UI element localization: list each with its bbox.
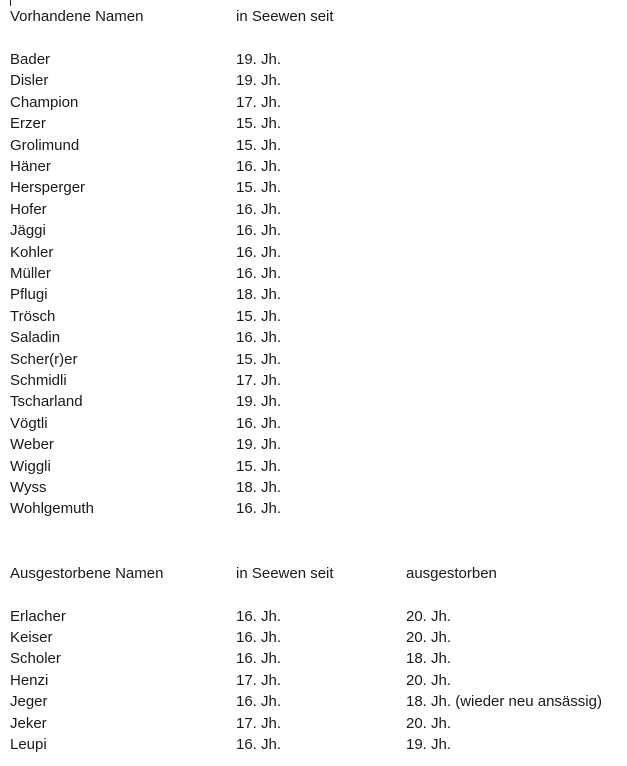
family-name: Wiggli <box>10 457 51 475</box>
since-century: 17. Jh. <box>236 372 282 389</box>
since-century: 19. Jh. <box>236 436 282 454</box>
since-century: 16. Jh. <box>236 243 282 261</box>
family-name: Grolimund <box>10 136 80 154</box>
family-name: Schmidli <box>10 372 67 389</box>
family-name: Kohler <box>10 243 54 261</box>
family-name: Häner <box>10 158 51 175</box>
extinct-century: 18. Jh. <box>406 650 452 668</box>
family-name: Jeger <box>10 693 48 711</box>
extinct-century: 20. Jh. <box>406 607 452 625</box>
family-name: Weber <box>10 436 54 454</box>
since-century: 19. Jh. <box>236 51 282 68</box>
since-century: 16. Jh. <box>236 735 282 753</box>
since-century: 16. Jh. <box>236 158 282 175</box>
family-name: Keiser <box>10 628 53 646</box>
since-century: 15. Jh. <box>236 350 282 368</box>
since-century: 17. Jh. <box>236 671 282 689</box>
extinct-century: 19. Jh. <box>406 735 452 753</box>
since-century: 16. Jh. <box>236 329 282 347</box>
family-name: Champion <box>10 93 79 111</box>
extinct-century: 18. Jh. (wieder neu ansässig) <box>406 693 602 711</box>
family-name: Müller <box>10 265 51 282</box>
family-name: Erzer <box>10 115 46 133</box>
since-century: 17. Jh. <box>236 93 282 111</box>
family-name: Henzi <box>10 671 49 689</box>
since-century: 16. Jh. <box>236 414 282 432</box>
family-name: Wyss <box>10 479 47 496</box>
family-name: Pflugi <box>10 286 48 304</box>
family-name: Erlacher <box>10 607 66 625</box>
since-century: 15. Jh. <box>236 136 282 154</box>
present-header-name: Vorhandene Namen <box>10 8 144 25</box>
since-century: 15. Jh. <box>236 307 282 325</box>
family-name: Tscharland <box>10 393 83 411</box>
since-century: 16. Jh. <box>236 500 282 518</box>
family-name: Leupi <box>10 735 47 753</box>
present-header-since: in Seewen seit <box>236 8 334 25</box>
extinct-century: 20. Jh. <box>406 714 452 732</box>
family-name: Hofer <box>10 200 47 218</box>
since-century: 15. Jh. <box>236 179 282 197</box>
since-century: 18. Jh. <box>236 479 282 496</box>
since-century: 16. Jh. <box>236 693 282 711</box>
since-century: 19. Jh. <box>236 393 282 411</box>
extinct-header-since: in Seewen seit <box>236 565 334 582</box>
since-century: 16. Jh. <box>236 650 282 668</box>
family-name: Scholer <box>10 650 61 668</box>
since-century: 17. Jh. <box>236 714 282 732</box>
since-century: 15. Jh. <box>236 115 282 133</box>
since-century: 18. Jh. <box>236 286 282 304</box>
extinct-header-name: Ausgestorbene Namen <box>10 565 164 582</box>
family-name: Vögtli <box>10 414 48 432</box>
family-name: Trösch <box>10 307 56 325</box>
family-name: Jeker <box>10 714 47 732</box>
family-name: Wohlgemuth <box>10 500 94 518</box>
since-century: 19. Jh. <box>236 72 282 90</box>
family-name: Disler <box>10 72 49 90</box>
family-name: Hersperger <box>10 179 86 197</box>
extinct-century: 20. Jh. <box>406 628 452 646</box>
since-century: 16. Jh. <box>236 607 282 625</box>
family-name: Saladin <box>10 329 61 347</box>
family-name: Jäggi <box>10 222 46 240</box>
since-century: 16. Jh. <box>236 200 282 218</box>
since-century: 16. Jh. <box>236 265 282 282</box>
extinct-header-extinct: ausgestorben <box>406 565 497 582</box>
family-name: Scher(r)er <box>10 350 78 368</box>
extinct-century: 20. Jh. <box>406 671 452 689</box>
family-name: Bader <box>10 51 51 68</box>
since-century: 16. Jh. <box>236 222 282 240</box>
since-century: 15. Jh. <box>236 457 282 475</box>
since-century: 16. Jh. <box>236 628 282 646</box>
